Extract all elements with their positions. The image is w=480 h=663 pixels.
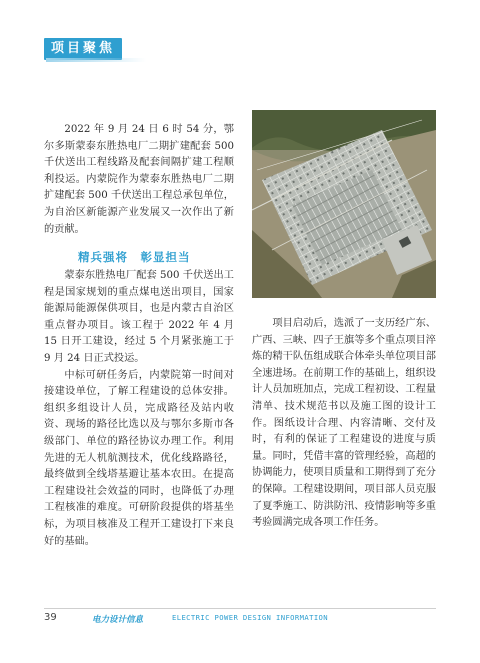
subheading: 精兵强将 彰显担当 <box>78 250 191 264</box>
section-banner: 项目聚焦 <box>44 38 122 60</box>
page-number: 39 <box>44 612 57 623</box>
magazine-name-en: ELECTRIC POWER DESIGN INFORMATION <box>172 613 328 622</box>
footer-divider <box>44 608 436 609</box>
substation-aerial-photo-icon <box>252 110 436 298</box>
magazine-name-cn: 电力设计信息 <box>92 615 144 625</box>
banner-underline <box>46 58 146 62</box>
left-paragraph-1: 蒙泰东胜热电厂配套 500 千伏送出工程是国家规划的重点煤电送出项目，国家能源局能源保供项目，也是内蒙古自治区重点督办项目。该工程于 2022 年 4 月 15 日开工建设，经过 5 个月紧张施工于 9 月 24 日正式投运。 <box>44 270 234 364</box>
intro-paragraph <box>44 122 234 238</box>
right-paragraph-1: 项目启动后，选派了一支历经广东、广西、三峡、四子王旗等多个重点项目淬炼的精干队伍组成联合体牵头单位项目部全速进场。在前期工作的基础上，组织设计人员加班加点，完成工程初设、工程量清单、技术规范书以及施工图的设计工作。图纸设计合理、内容清晰、交付及时，有利的保证了工程建设的进度与质量。同时，凭借丰富的管理经验，高超的协调能力，使项目质量和工期得到了充分的保障。工程建设期间，项目部人员克服了夏季施工、防洪防汛、疫情影响等多重考验圆满完成各项工作任务。 <box>252 318 436 529</box>
intro-text: 2022 年 9 月 24 日 6 时 54 分，鄂尔多斯蒙泰东胜热电厂二期扩建配套 500 千伏送出工程线路及配套间隔扩建工程顺利投运。内蒙院作为蒙泰东胜热电厂二期扩建配套 500 千伏送出工程总承包单位，为自治区新能源产业发展又一次作出了新的贡献。 <box>44 124 234 235</box>
right-column <box>252 316 436 532</box>
left-column <box>44 268 234 550</box>
left-paragraph-2: 中标可研任务后，内蒙院第一时间对接建设单位，了解工程建设的总体安排。组织多组设计人员，完成路径及站内收资、现场的路径比选以及与鄂尔多斯市各级部门、单位的路径协议办理工作。利用先进的无人机航测技术，优化线路路径，最终做到全线塔基避让基本农田。在提高工程建设社会效益的同时，也降低了办理工程核准的难度。可研阶段提供的塔基坐标，为项目核准及工程开工建设打下来良好的基础。 <box>44 369 234 547</box>
